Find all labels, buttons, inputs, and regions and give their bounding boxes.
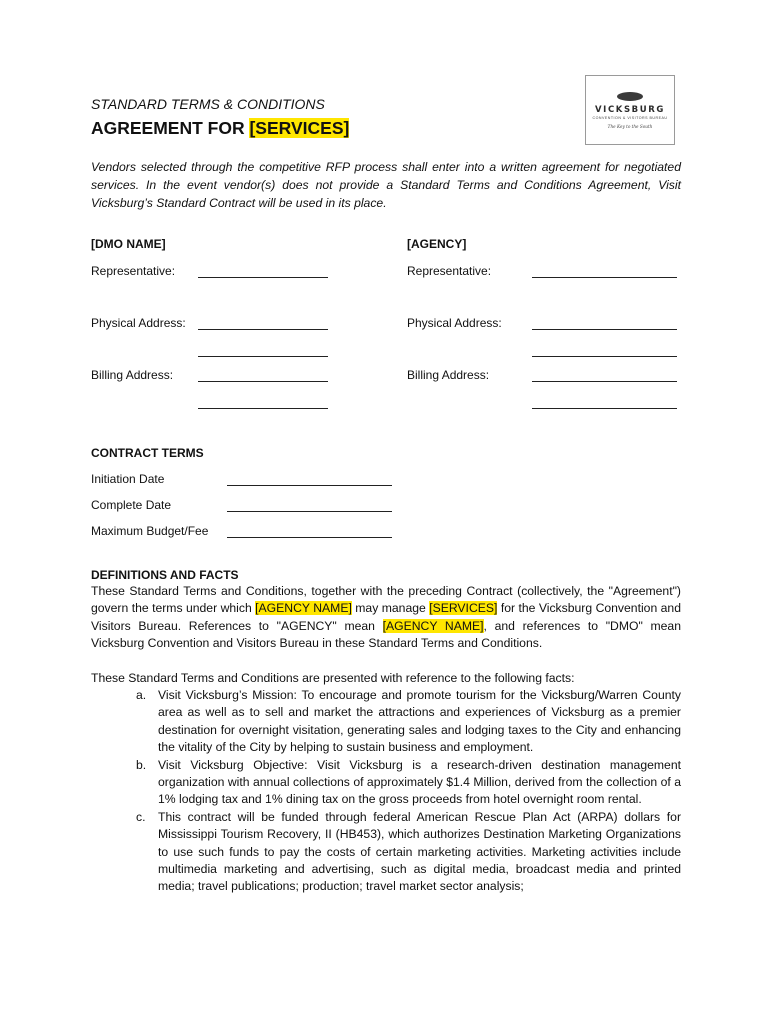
agency-billing-address-blank-2 bbox=[532, 408, 677, 409]
dmo-representative-blank bbox=[198, 277, 328, 278]
dmo-billing-address-blank-2 bbox=[198, 408, 328, 409]
services-placeholder: [SERVICES] bbox=[249, 118, 350, 138]
fact-marker: a. bbox=[136, 688, 147, 702]
initiation-date-label: Initiation Date bbox=[91, 472, 165, 486]
dmo-physical-address-label: Physical Address: bbox=[91, 316, 186, 330]
agency-physical-address-blank-2 bbox=[532, 356, 677, 357]
complete-date-blank bbox=[227, 511, 392, 512]
agency-representative-label: Representative: bbox=[407, 264, 492, 278]
dmo-billing-address-blank-1 bbox=[198, 381, 328, 382]
agency-billing-address-label: Billing Address: bbox=[407, 368, 490, 382]
dmo-physical-address-blank-1 bbox=[198, 329, 328, 330]
maximum-budget-label: Maximum Budget/Fee bbox=[91, 524, 209, 538]
agency-heading: [AGENCY] bbox=[407, 237, 467, 251]
definitions-paragraph bbox=[91, 583, 681, 653]
agency-physical-address-label: Physical Address: bbox=[407, 316, 502, 330]
fact-marker: b. bbox=[136, 757, 147, 772]
logo-tagline: The Key to the South bbox=[607, 123, 653, 129]
fact-text: Visit Vicksburg Objective: Visit Vicksburg is a research-driven destination management organization with annual collections of approximately $1.4 Million, derived from the collection of a 1% lodging tax and 1% dining tax on the gross proceeds from hotel overnight room rental. bbox=[158, 757, 681, 807]
definitions-heading: DEFINITIONS AND FACTS bbox=[91, 568, 239, 582]
dmo-representative-label: Representative: bbox=[91, 264, 176, 278]
facts-intro-paragraph: These Standard Terms and Conditions are presented with reference to the following facts: bbox=[91, 671, 575, 685]
agency-name-placeholder: [AGENCY NAME] bbox=[255, 601, 352, 616]
complete-date-label: Complete Date bbox=[91, 498, 172, 512]
agreement-title bbox=[91, 118, 349, 139]
agency-billing-address-blank-1 bbox=[532, 381, 677, 382]
fact-item bbox=[136, 757, 681, 809]
agency-physical-address-blank-1 bbox=[532, 329, 677, 330]
standard-terms-title: STANDARD TERMS & CONDITIONS bbox=[91, 96, 325, 112]
services-placeholder-inline: [SERVICES] bbox=[429, 601, 498, 616]
definitions-text-3: for the Vicksburg Convention and Visitors Bureau. References to "AGENCY" mean bbox=[91, 601, 681, 633]
dmo-name-heading: [DMO NAME] bbox=[91, 237, 166, 251]
definitions-text-1: These Standard Terms and Conditions, together with the preceding Contract (collectively, the "Agreement") govern the terms under which bbox=[91, 584, 681, 616]
definitions-text-2: may manage bbox=[351, 601, 430, 616]
agency-representative-blank bbox=[532, 277, 677, 278]
fact-marker: c. bbox=[136, 809, 146, 824]
definitions-text-4: , and references to "DMO" mean Vicksburg Convention and Visitors Bureau in these Standard Terms and Conditions. bbox=[91, 618, 681, 651]
dmo-physical-address-blank-2 bbox=[198, 356, 328, 357]
facts-list bbox=[136, 687, 681, 896]
initiation-date-blank bbox=[227, 485, 392, 486]
fact-item bbox=[136, 687, 681, 757]
intro-paragraph: Vendors selected through the competitive RFP process shall enter into a written agreement for negotiated services. In the event vendor(s) does not provide a Standard Terms and Conditions Agreement, Visit Vicksburg’s Standard Contract will be used in its place. bbox=[91, 160, 681, 210]
maximum-budget-blank bbox=[227, 537, 392, 538]
fact-text: Visit Vicksburg’s Mission: To encourage and promote tourism for the Vicksburg/Warren County area as well as to sell and market the attractions and experiences of Vicksburg as a premier destination for overnight visitation, generating sales and lodging taxes to the City and enhancing the vitality of the City by helping to sustain business and employment. bbox=[158, 688, 681, 755]
fact-item bbox=[136, 809, 681, 896]
agency-name-placeholder-2: [AGENCY NAME] bbox=[382, 618, 484, 633]
vicksburg-logo bbox=[585, 75, 675, 145]
logo-name: VICKSBURG bbox=[595, 104, 665, 115]
fact-text: This contract will be funded through federal American Rescue Plan Act (ARPA) dollars for Mississippi Tourism Recovery, II (HB453), which authorizes Destination Marketing Organizations to use such funds to pay the costs of certain marketing activities. Marketing activities include multimedia marketing and advertising, such as digital media, broadcast media and printed media; travel publications; production; travel market sector analysis; bbox=[158, 809, 681, 894]
contract-terms-heading: CONTRACT TERMS bbox=[91, 446, 204, 460]
agreement-title-prefix: AGREEMENT FOR bbox=[91, 118, 250, 138]
dmo-billing-address-label: Billing Address: bbox=[91, 368, 174, 382]
logo-subtitle: CONVENTION & VISITORS BUREAU bbox=[592, 115, 668, 120]
key-logo-icon bbox=[617, 92, 643, 101]
